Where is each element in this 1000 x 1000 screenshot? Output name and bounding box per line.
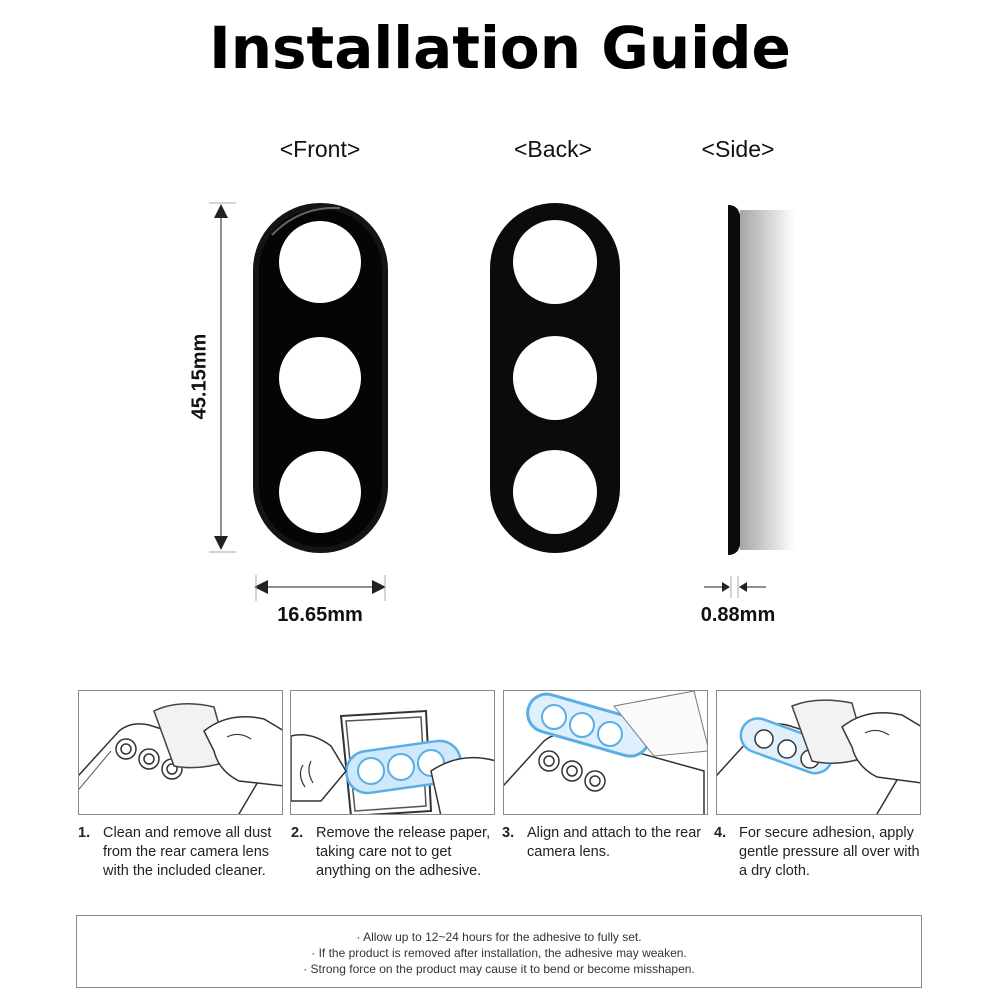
lens-hole-2 [279,337,361,419]
side-view-label: <Side> [701,136,775,162]
lens-hole-1 [513,220,597,304]
lens-hole-3 [279,451,361,533]
step-text: Clean and remove all dust from the rear camera lens with the included cleaner. [103,825,272,879]
note-item: · Allow up to 12~24 hours for the adhesive to fully set. [356,930,642,944]
height-dimension-arrow [209,203,236,552]
hand-icon [291,735,346,801]
back-protector [490,203,620,553]
front-view-label: <Front> [279,136,361,162]
notes-box [76,915,922,988]
step-text: Align and attach to the rear camera lens. [527,825,702,860]
step-1-illustration [78,690,283,815]
note-item: · If the product is removed after installation, the adhesive may weaken. [311,946,687,960]
step-number: 4. [714,825,727,841]
height-dimension-label: 45.15mm [188,333,211,420]
width-dimension-label: 16.65mm [277,604,363,626]
step-2-illustration [290,690,495,815]
hand-icon [431,758,495,815]
lens-hole-3 [513,450,597,534]
note-item: · Strong force on the product may cause it to bend or become misshapen. [303,962,695,976]
back-view-label: <Back> [514,136,592,162]
step-number: 1. [78,825,91,841]
step-4-illustration [716,690,921,815]
thickness-dimension-label: 0.88mm [700,604,776,626]
lens-hole-1 [279,221,361,303]
step-number: 2. [291,825,304,841]
page-title: Installation Guide [209,14,791,82]
side-protector [728,205,795,555]
thickness-dimension-arrow [704,576,766,598]
step-3-illustration [503,690,708,815]
front-protector [253,203,388,553]
width-dimension-arrow [254,575,386,601]
step-text: For secure adhesion, apply gentle pressure all over with a dry cloth. [739,825,920,879]
lens-hole-2 [513,336,597,420]
step-text: Remove the release paper, taking care not to get anything on the adhesive. [316,825,491,879]
step-number: 3. [502,825,515,841]
